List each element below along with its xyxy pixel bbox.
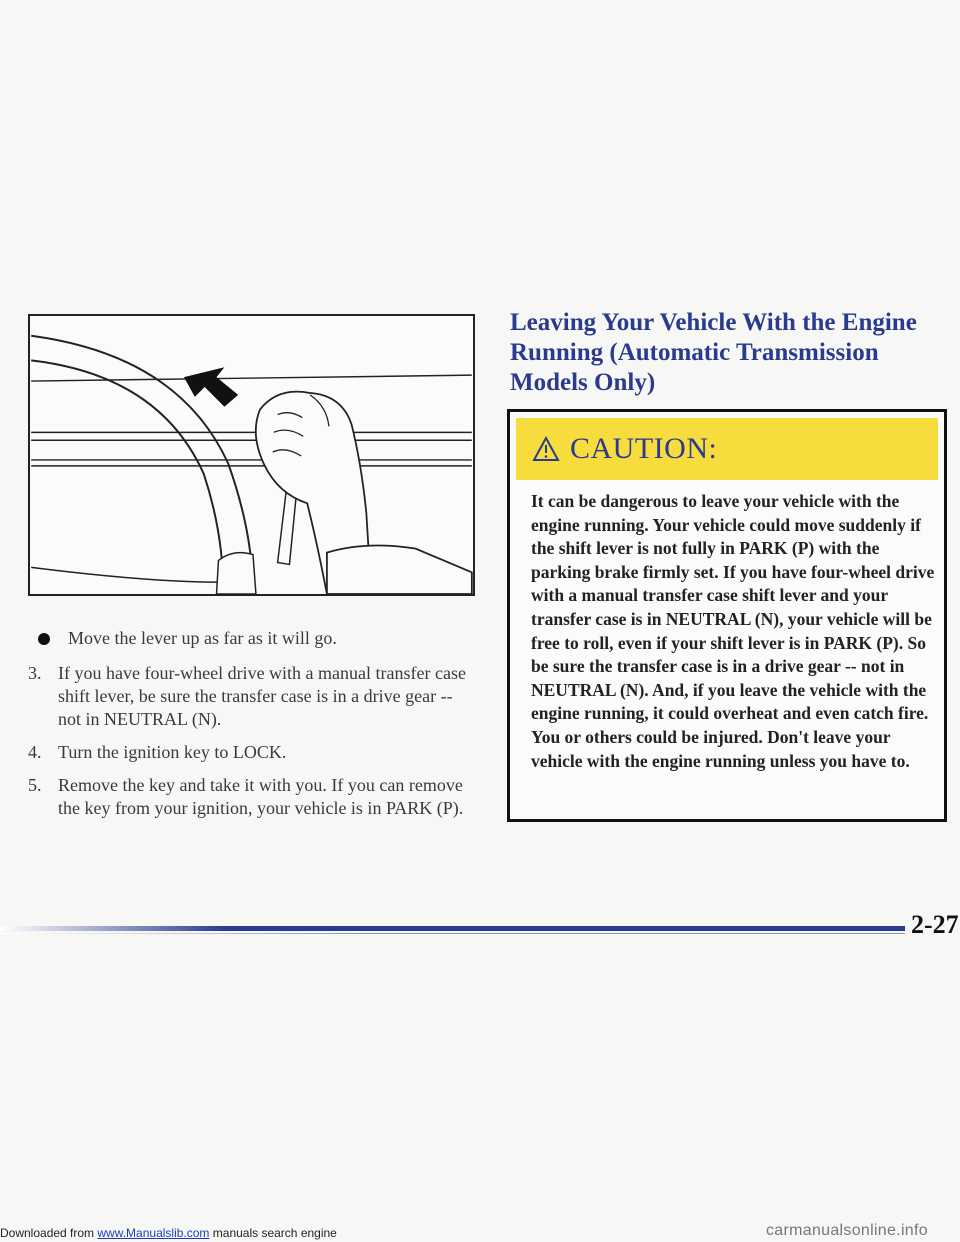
step-text: Turn the ignition key to LOCK. bbox=[58, 742, 287, 762]
caution-label: CAUTION: bbox=[570, 432, 718, 465]
step-text: If you have four-wheel drive with a manual transfer case shift lever, be sure the transfer case is in a drive gear -- not in NEUTRAL (N). bbox=[58, 663, 466, 729]
step-item bbox=[28, 774, 478, 820]
step-item bbox=[28, 741, 478, 764]
warning-triangle-icon bbox=[532, 436, 560, 462]
footer-prefix: Downloaded from bbox=[0, 1226, 98, 1240]
steering-wheel-shift-lever-icon bbox=[30, 316, 473, 594]
bullet-text: Move the lever up as far as it will go. bbox=[68, 628, 337, 648]
steps-list bbox=[28, 662, 478, 830]
caution-text: It can be dangerous to leave your vehicle with the engine running. Your vehicle could move suddenly if the shift lever is not fully in PARK (P) with the parking brake firmly set. If you have four-wheel drive with a manual transfer case shift lever and your transfer case is in NEUTRAL (N), your vehicle will be free to roll, even if your shift lever is in PARK (P). So be sure the transfer case is in a drive gear -- not in NEUTRAL (N). And, if you leave the vehicle with the engine running, it could overheat and even catch fire. You or others could be injured. Don't leave your vehicle with the engine running unless you have to. bbox=[531, 491, 935, 771]
page-divider bbox=[0, 926, 905, 931]
step-number: 5. bbox=[28, 775, 42, 795]
step-number: 3. bbox=[28, 663, 42, 683]
footer-link[interactable]: www.Manualslib.com bbox=[97, 1226, 210, 1240]
footer-watermark: carmanualsonline.info bbox=[766, 1222, 928, 1239]
step-text: Remove the key and take it with you. If you can remove the key from your ignition, your vehicle is in PARK (P). bbox=[58, 775, 464, 818]
footer-suffix: manuals search engine bbox=[209, 1226, 337, 1240]
bullet-icon bbox=[38, 633, 50, 645]
page-divider-thin bbox=[0, 933, 905, 934]
download-footer bbox=[0, 1226, 337, 1240]
bullet-item bbox=[38, 628, 478, 649]
step-item bbox=[28, 662, 478, 731]
section-heading: Leaving Your Vehicle With the Engine Running (Automatic Transmission Models Only) bbox=[510, 309, 917, 396]
step-number: 4. bbox=[28, 742, 42, 762]
shift-lever-illustration bbox=[28, 314, 475, 596]
caution-banner bbox=[516, 418, 938, 480]
page-number: 2-27 bbox=[911, 910, 959, 939]
caution-box bbox=[507, 409, 947, 822]
